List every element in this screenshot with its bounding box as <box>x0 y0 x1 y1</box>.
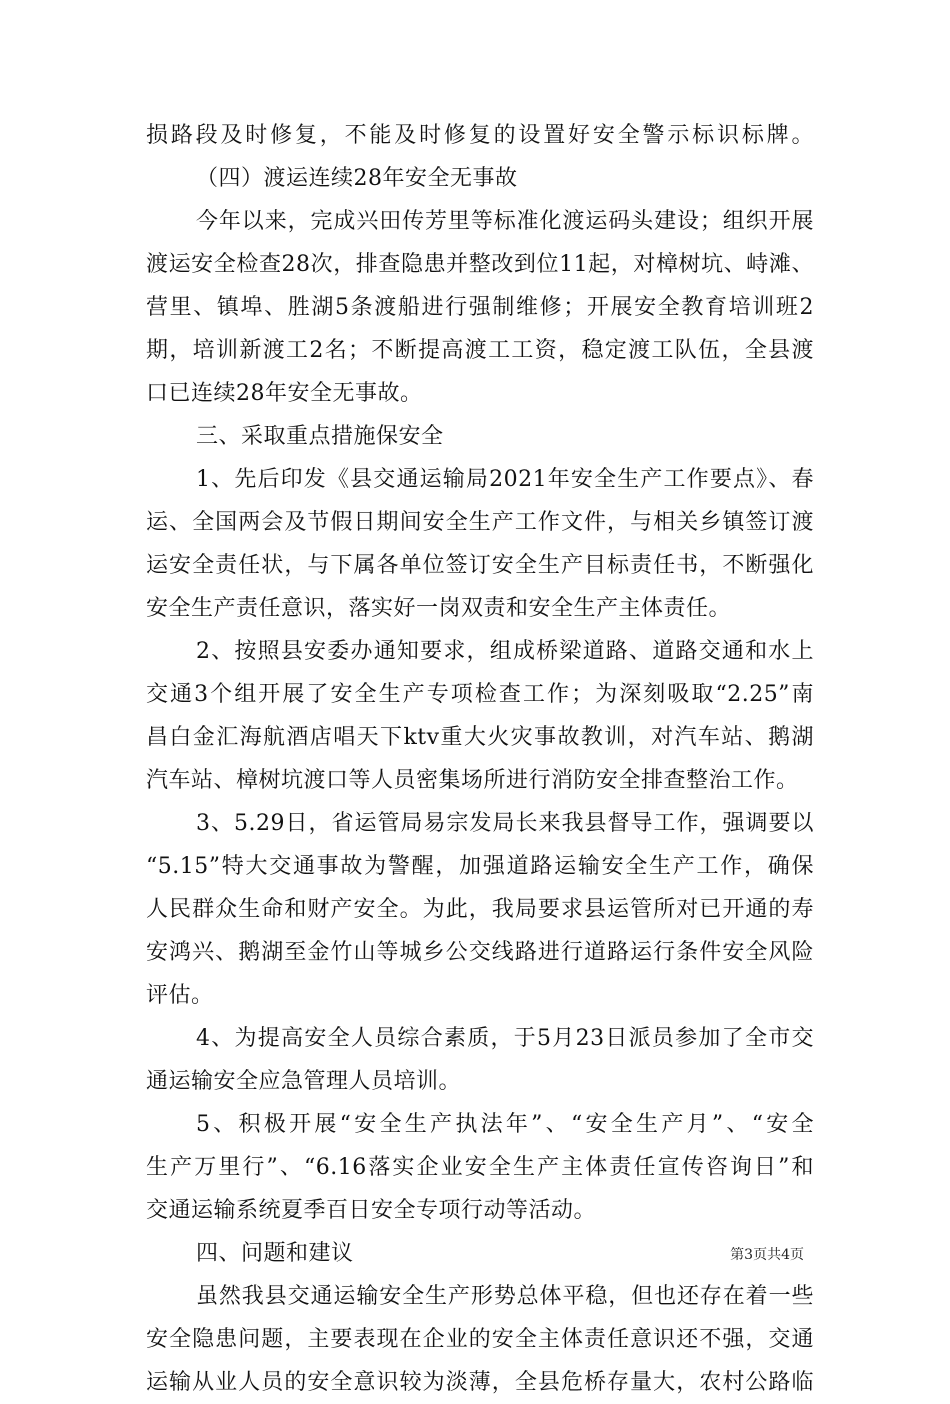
body-text <box>146 114 814 1404</box>
text-line: 评估。 <box>146 983 214 1008</box>
page-number: 第3页共4页 <box>730 1247 804 1263</box>
text-line: 4、为提高安全人员综合素质，于5月23日派员参加了全市交 <box>196 1026 814 1051</box>
text-line: 安全隐患问题，主要表现在企业的安全主体责任意识还不强，交通 <box>146 1327 814 1352</box>
text-line: 口已连续28年安全无事故。 <box>146 381 423 406</box>
section-heading: 四、问题和建议 <box>196 1241 354 1266</box>
text-line: “5.15”特大交通事故为警醒，加强道路运输安全生产工作，确保 <box>146 854 814 879</box>
section-heading: （四）渡运连续28年安全无事故 <box>196 166 518 191</box>
text-line: 5、积极开展“安全生产执法年”、“安全生产月”、“安全 <box>196 1112 814 1137</box>
text-line: 人民群众生命和财产安全。为此，我局要求县运管所对已开通的寿 <box>146 897 814 922</box>
text-line: 营里、镇埠、胜湖5条渡船进行强制维修；开展安全教育培训班2 <box>146 295 814 320</box>
text-line: 渡运安全检查28次，排查隐患并整改到位11起，对樟树坑、峙滩、 <box>146 252 814 277</box>
text-line: 交通3个组开展了安全生产专项检查工作；为深刻吸取“2.25”南 <box>146 682 814 707</box>
text-line: 安鸿兴、鹅湖至金竹山等城乡公交线路进行道路运行条件安全风险 <box>146 940 814 965</box>
text-line: 汽车站、樟树坑渡口等人员密集场所进行消防安全排查整治工作。 <box>146 768 799 793</box>
text-line: 运、全国两会及节假日期间安全生产工作文件，与相关乡镇签订渡 <box>146 510 814 535</box>
text-line: 今年以来，完成兴田传芳里等标准化渡运码头建设；组织开展 <box>196 209 814 234</box>
text-line: 3、5.29日，省运管局易宗发局长来我县督导工作，强调要以 <box>196 811 814 836</box>
text-line: 损路段及时修复，不能及时修复的设置好安全警示标识标牌。 <box>146 123 814 148</box>
text-line: 安全生产责任意识，落实好一岗双责和安全生产主体责任。 <box>146 596 732 621</box>
text-line: 2、按照县安委办通知要求，组成桥梁道路、道路交通和水上 <box>196 639 814 664</box>
text-line: 期，培训新渡工2名；不断提高渡工工资，稳定渡工队伍，全县渡 <box>146 338 814 363</box>
text-line: 虽然我县交通运输安全生产形势总体平稳，但也还存在着一些 <box>196 1284 814 1309</box>
text-line: 生产万里行”、“6.16落实企业安全生产主体责任宣传咨询日”和 <box>146 1155 814 1180</box>
section-heading: 三、采取重点措施保安全 <box>196 424 444 449</box>
text-line: 运输从业人员的安全意识较为淡薄，全县危桥存量大，农村公路临 <box>146 1370 814 1395</box>
text-line: 通运输安全应急管理人员培训。 <box>146 1069 462 1094</box>
text-line: 运安全责任状，与下属各单位签订安全生产目标责任书，不断强化 <box>146 553 814 578</box>
text-line: 昌白金汇海航酒店唱天下ktv重大火灾事故教训，对汽车站、鹅湖 <box>146 725 814 750</box>
text-line: 1、先后印发《县交通运输局2021年安全生产工作要点》、春 <box>196 467 814 492</box>
text-line: 交通运输系统夏季百日安全专项行动等活动。 <box>146 1198 597 1223</box>
